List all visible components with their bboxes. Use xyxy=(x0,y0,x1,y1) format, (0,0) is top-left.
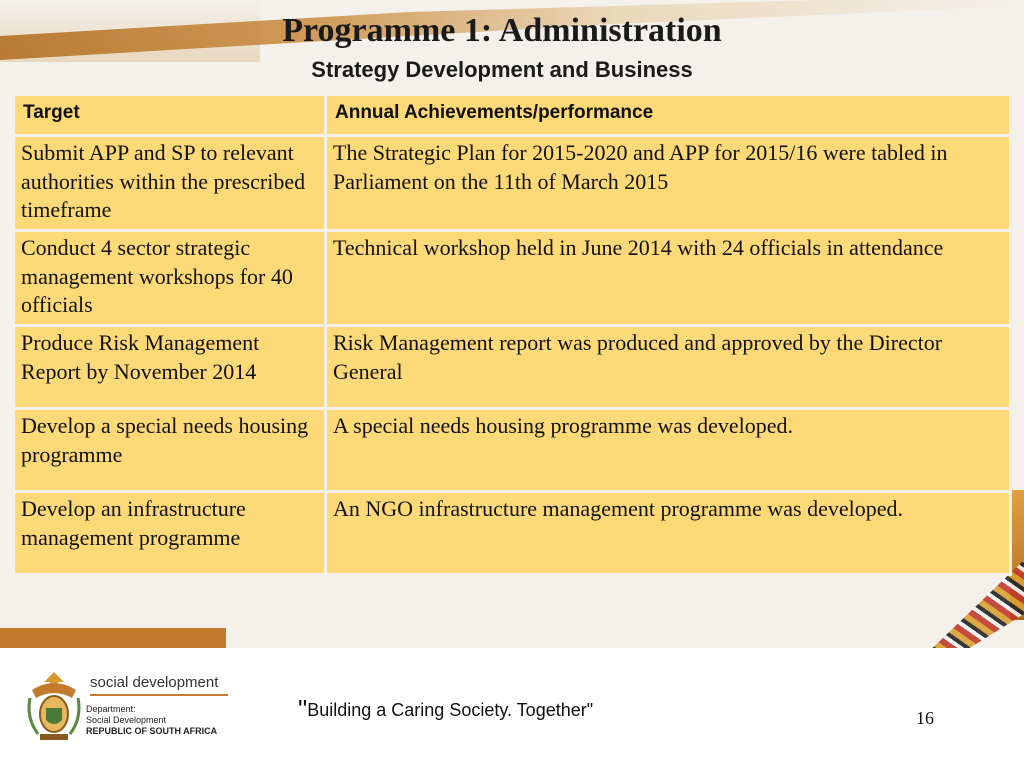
achievement-cell: An NGO infrastructure management programme was developed. xyxy=(326,492,1011,575)
achievement-cell: The Strategic Plan for 2015-2020 and APP for 2015/16 were tabled in Parliament on the 11th of March 2015 xyxy=(326,136,1011,231)
achievement-cell: A special needs housing programme was developed. xyxy=(326,409,1011,492)
table-row xyxy=(14,409,1011,492)
achievements-table xyxy=(12,93,1012,576)
table-row xyxy=(14,136,1011,231)
department-block xyxy=(86,704,217,737)
coat-of-arms-logo xyxy=(24,668,84,744)
slogan-open-quote: " xyxy=(298,694,308,724)
target-cell: Produce Risk Management Report by November 2014 xyxy=(14,326,326,409)
bottom-accent-bar xyxy=(0,628,226,648)
slide-subtitle: Strategy Development and Business xyxy=(311,57,693,82)
slogan-text: Building a Caring Society. Together" xyxy=(307,700,594,720)
target-cell: Develop a special needs housing programme xyxy=(14,409,326,492)
table-header-row xyxy=(14,95,1011,136)
dept-line-2: Social Development xyxy=(86,715,167,725)
header-achievements: Annual Achievements/performance xyxy=(326,95,1011,136)
target-cell: Conduct 4 sector strategic management workshops for 40 officials xyxy=(14,231,326,326)
brand-name: social development xyxy=(90,674,219,691)
table-row xyxy=(14,231,1011,326)
target-cell: Submit APP and SP to relevant authorities within the prescribed timeframe xyxy=(14,136,326,231)
table-row xyxy=(14,326,1011,409)
achievement-cell: Technical workshop held in June 2014 with 24 officials in attendance xyxy=(326,231,1011,326)
brand-divider xyxy=(90,694,228,696)
achievement-cell: Risk Management report was produced and approved by the Director General xyxy=(326,326,1011,409)
header-target: Target xyxy=(14,95,326,136)
table-row xyxy=(14,492,1011,575)
page-number: 16 xyxy=(916,708,934,728)
dept-line-3 xyxy=(86,726,217,737)
slide-title: Programme 1: Administration xyxy=(282,12,722,49)
dept-country: REPUBLIC OF SOUTH AFRICA xyxy=(86,726,218,736)
slogan xyxy=(298,694,593,725)
dept-line-1: Department: xyxy=(86,704,136,714)
target-cell: Develop an infrastructure management programme xyxy=(14,492,326,575)
